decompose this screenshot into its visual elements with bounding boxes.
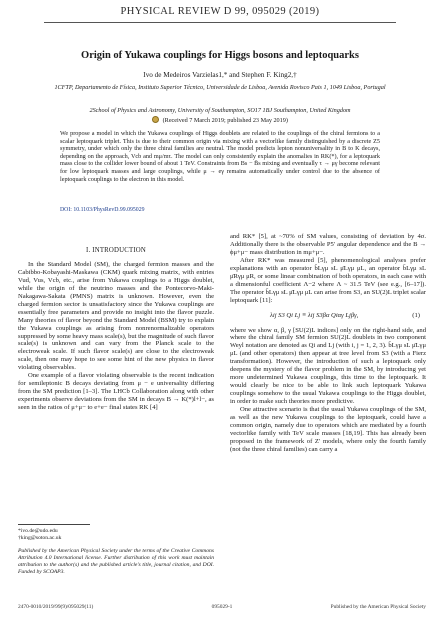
paragraph: where we show α, β, γ [SU(2)L indices] only on the right-hand side, and where the chiral family SM fermion SU(2)L doublets in two component Weyl notation are denoted as Qi and Lj (with i, j = 1, 2, 3). b̄Lγμ sL μ̄Lγμ μL (and other operators) then appear at tree level from S3 (with a Fierz transformation). However, the introduction of such a leptoquark only deepens the mystery of the flavor problem in the SM, by introducing yet more undetermined Yukawa couplings, this time to the leptoquark. It would clearly be nice to be able to link such leptoquark Yukawa couplings somehow to the usual Yukawa couplings to the Higgs doublet, in order to make such theories more predictive. (230, 326, 426, 406)
paper-title: Origin of Yukawa couplings for Higgs bosons and leptoquarks (81, 50, 359, 61)
journal-header: PHYSICAL REVIEW D 99, 095029 (2019) (120, 6, 320, 17)
equation-1 (230, 312, 426, 320)
received-line (0, 116, 440, 124)
footnotes (18, 528, 214, 576)
author-list: Ivo de Medeiros Varzielas1,* and Stephen F. King2,† (143, 71, 297, 79)
license-note: Published by the American Physical Society under the terms of the Creative Commons Attribution 4.0 International license. Further distribution of this work must maintain attribution to the author(s) and the published article's title, journal citation, and DOI. Funded by SCOAP3. (18, 548, 214, 575)
left-column (18, 233, 214, 412)
author-email-2[interactable]: †king@soton.ac.uk (18, 535, 62, 541)
abstract: We propose a model in which the Yukawa couplings of Higgs doublets are related to the couplings of the chiral fermions to a scalar leptoquark triplet. This is due to their common origin via mixing with a vectorlike family distinguished by a discrete Z5 symmetry, under which only the three chiral families are neutral. The model predicts lepton nonuniversality in B to K decays, depending on the approach, Vcb and mμ/mτ. The model can only consistently explain the anomalies in RK(*), for a leptoquark mass close to the collider lower bound of about 1 TeV. Constraints from Bs − B̄s mixing and eventually τ → μγ become relevant for low leptoquark masses and large couplings, while μ → eγ remains automatically under control due to the absence of leptoquark couplings to the electron in this model. (60, 130, 380, 183)
equation-number: (1) (412, 311, 420, 319)
author-email-1[interactable]: *ivo.de@udo.edu (18, 528, 58, 534)
equation-expression: λij S3 Qi Lj ≡ λij S3βα Qiαγ Ljβγ, (270, 311, 359, 319)
affiliation-1: 1CFTP, Departamento de Física, Instituto Superior Técnico, Universidade de Lisboa, Avenida Rovisco Pais 1, 1049 Lisboa, Portugal (54, 84, 386, 91)
check-for-updates-icon[interactable] (152, 116, 159, 123)
paragraph: In the Standard Model (SM), the charged fermion masses and the Cabibbo-Kobayashi-Maskawa (CKM) quark mixing matrix, with entries Vud, Vus, Vcb, etc., arise from Yukawa couplings to a Higgs doublet, while the origin of the neutrino masses and the Pontecorvo-Maki-Nakagawa-Sakata (PMNS) matrix is unknown. However, even the charged fermion sector is unsatisfactory since the Yukawa couplings are essentially free parameters and provide no insight into the flavor puzzle. Many theories of flavor beyond the Standard Model (BSM) try to explain the Yukawa couplings as arising from nonrenormalizable operators suppressed by some heavy mass scale(s), but the magnitude of such flavor scale(s) is unknown and can vary from the Planck scale to the electroweak scale. If such flavor scale(s) are close to the electroweak scale, then one may hope to see some hint of the new physics in flavor violating observables. (18, 260, 214, 372)
footnote-rule (18, 524, 90, 525)
footer-issn: 2470-0010/2019/99(9)/095029(11) (18, 604, 94, 610)
header-rule (44, 22, 396, 23)
doi-link[interactable]: DOI: 10.1103/PhysRevD.99.095029 (60, 207, 145, 213)
right-column (230, 233, 426, 454)
footer-publisher: Published by the American Physical Society (330, 604, 426, 610)
paragraph: One attractive scenario is that the usual Yukawa couplings of the SM, as well as the new Yukawa couplings to the leptoquark, could have a common origin, namely due to operators which are mediated by a fourth vectorlike family with TeV scale masses [18,19]. This has already been proposed in the framework of Z′ models, where only the fourth family (not the three chiral families) can carry a (230, 406, 426, 453)
paragraph: One example of a flavor violating observable is the recent indication for semileptonic B decays deviating from μ − e universality differing from the SM prediction [1–3]. The LHCb Collaboration along with other experiments observe deviations from the SM in decays B → K(*)l+l−, as seen in the ratios of μ+μ− to e+e− final states RK [4] (18, 372, 214, 412)
page-number: 095029-1 (211, 604, 233, 610)
received-dates: (Received 7 March 2019; published 23 May 2019) (162, 117, 288, 124)
paragraph: After RK* was measured [5], phenomenological analyses prefer explanations with an operator b̄Lγμ sL μ̄Lγμ μL, an operator b̄Lγμ sL μ̄Rγμ μR, or some linear combination of both operators, in each case with a dimensionful coefficient Λ−2 where Λ ~ 31.5 TeV (see e.g., [6–17]). The operator b̄Lγμ sL μ̄Lγμ μL can arise from S3, an SU(2)L triplet scalar leptoquark [11]: (230, 256, 426, 304)
section-heading: I. INTRODUCTION (85, 247, 146, 254)
paragraph: and RK* [5], at ~70% of SM values, consisting of deviation by 4σ. Additionally there is the observable P5′ angular dependence and the B → ϕμ+μ− mass distribution in mμ+μ−. (230, 233, 426, 256)
affiliation-2: 2School of Physics and Astronomy, University of Southampton, SO17 1BJ Southampton, United Kingdom (89, 107, 351, 114)
